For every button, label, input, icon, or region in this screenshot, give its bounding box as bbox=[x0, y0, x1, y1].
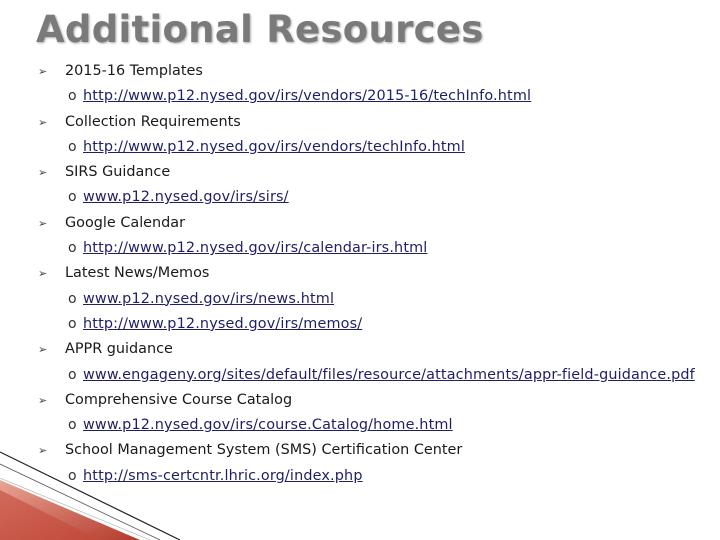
resource-link[interactable]: www.engageny.org/sites/default/files/resource/attachments/appr-field-guidance.pdf bbox=[83, 366, 695, 383]
resource-link[interactable]: http://www.p12.nysed.gov/irs/vendors/2015-16/techInfo.html bbox=[83, 88, 532, 105]
circle-bullet-icon: o bbox=[68, 417, 77, 434]
arrow-bullet-icon: ➢ bbox=[38, 115, 48, 129]
circle-bullet-icon: o bbox=[68, 366, 77, 383]
circle-bullet-icon: o bbox=[68, 467, 77, 484]
arrow-bullet-icon: ➢ bbox=[38, 166, 48, 180]
resource-link[interactable]: http://www.p12.nysed.gov/irs/calendar-irs.html bbox=[83, 240, 428, 257]
page-title: Additional Resources bbox=[36, 8, 484, 51]
resource-link[interactable]: www.p12.nysed.gov/irs/sirs/ bbox=[83, 189, 289, 206]
arrow-bullet-icon: ➢ bbox=[38, 393, 48, 407]
list-item bbox=[38, 110, 718, 161]
resource-link[interactable]: http://www.p12.nysed.gov/irs/vendors/techInfo.html bbox=[83, 138, 465, 155]
corner-decoration bbox=[0, 450, 180, 540]
circle-bullet-icon: o bbox=[68, 138, 77, 155]
resource-link[interactable]: www.p12.nysed.gov/irs/news.html bbox=[83, 290, 335, 307]
arrow-bullet-icon: ➢ bbox=[38, 444, 48, 458]
circle-bullet-icon: o bbox=[68, 290, 77, 307]
resource-link[interactable]: http://sms-certcntr.lhric.org/index.php bbox=[83, 467, 363, 484]
resource-link[interactable]: http://www.p12.nysed.gov/irs/memos/ bbox=[83, 315, 363, 332]
list-item bbox=[38, 337, 718, 388]
arrow-bullet-icon: ➢ bbox=[38, 216, 48, 230]
list-item bbox=[38, 388, 718, 439]
item-label: APPR guidance bbox=[65, 341, 173, 358]
item-label: Google Calendar bbox=[65, 214, 186, 231]
arrow-bullet-icon: ➢ bbox=[38, 267, 48, 281]
circle-bullet-icon: o bbox=[68, 88, 77, 105]
circle-bullet-icon: o bbox=[68, 315, 77, 332]
resource-link[interactable]: www.p12.nysed.gov/irs/course.Catalog/home.html bbox=[83, 417, 453, 434]
item-label: Comprehensive Course Catalog bbox=[65, 391, 293, 408]
arrow-bullet-icon: ➢ bbox=[38, 343, 48, 357]
arrow-bullet-icon: ➢ bbox=[38, 65, 48, 78]
item-label: Latest News/Memos bbox=[65, 265, 210, 282]
list-item bbox=[38, 261, 718, 337]
item-label: School Management System (SMS) Certification Center bbox=[65, 442, 463, 459]
item-label: Collection Requirements bbox=[65, 113, 241, 130]
circle-bullet-icon: o bbox=[68, 240, 77, 257]
circle-bullet-icon: o bbox=[68, 189, 77, 206]
resource-list bbox=[38, 59, 718, 489]
list-item bbox=[38, 59, 718, 110]
list-item bbox=[38, 211, 718, 262]
item-label: SIRS Guidance bbox=[65, 164, 171, 181]
list-item bbox=[38, 160, 718, 211]
item-label: 2015-16 Templates bbox=[65, 63, 203, 79]
